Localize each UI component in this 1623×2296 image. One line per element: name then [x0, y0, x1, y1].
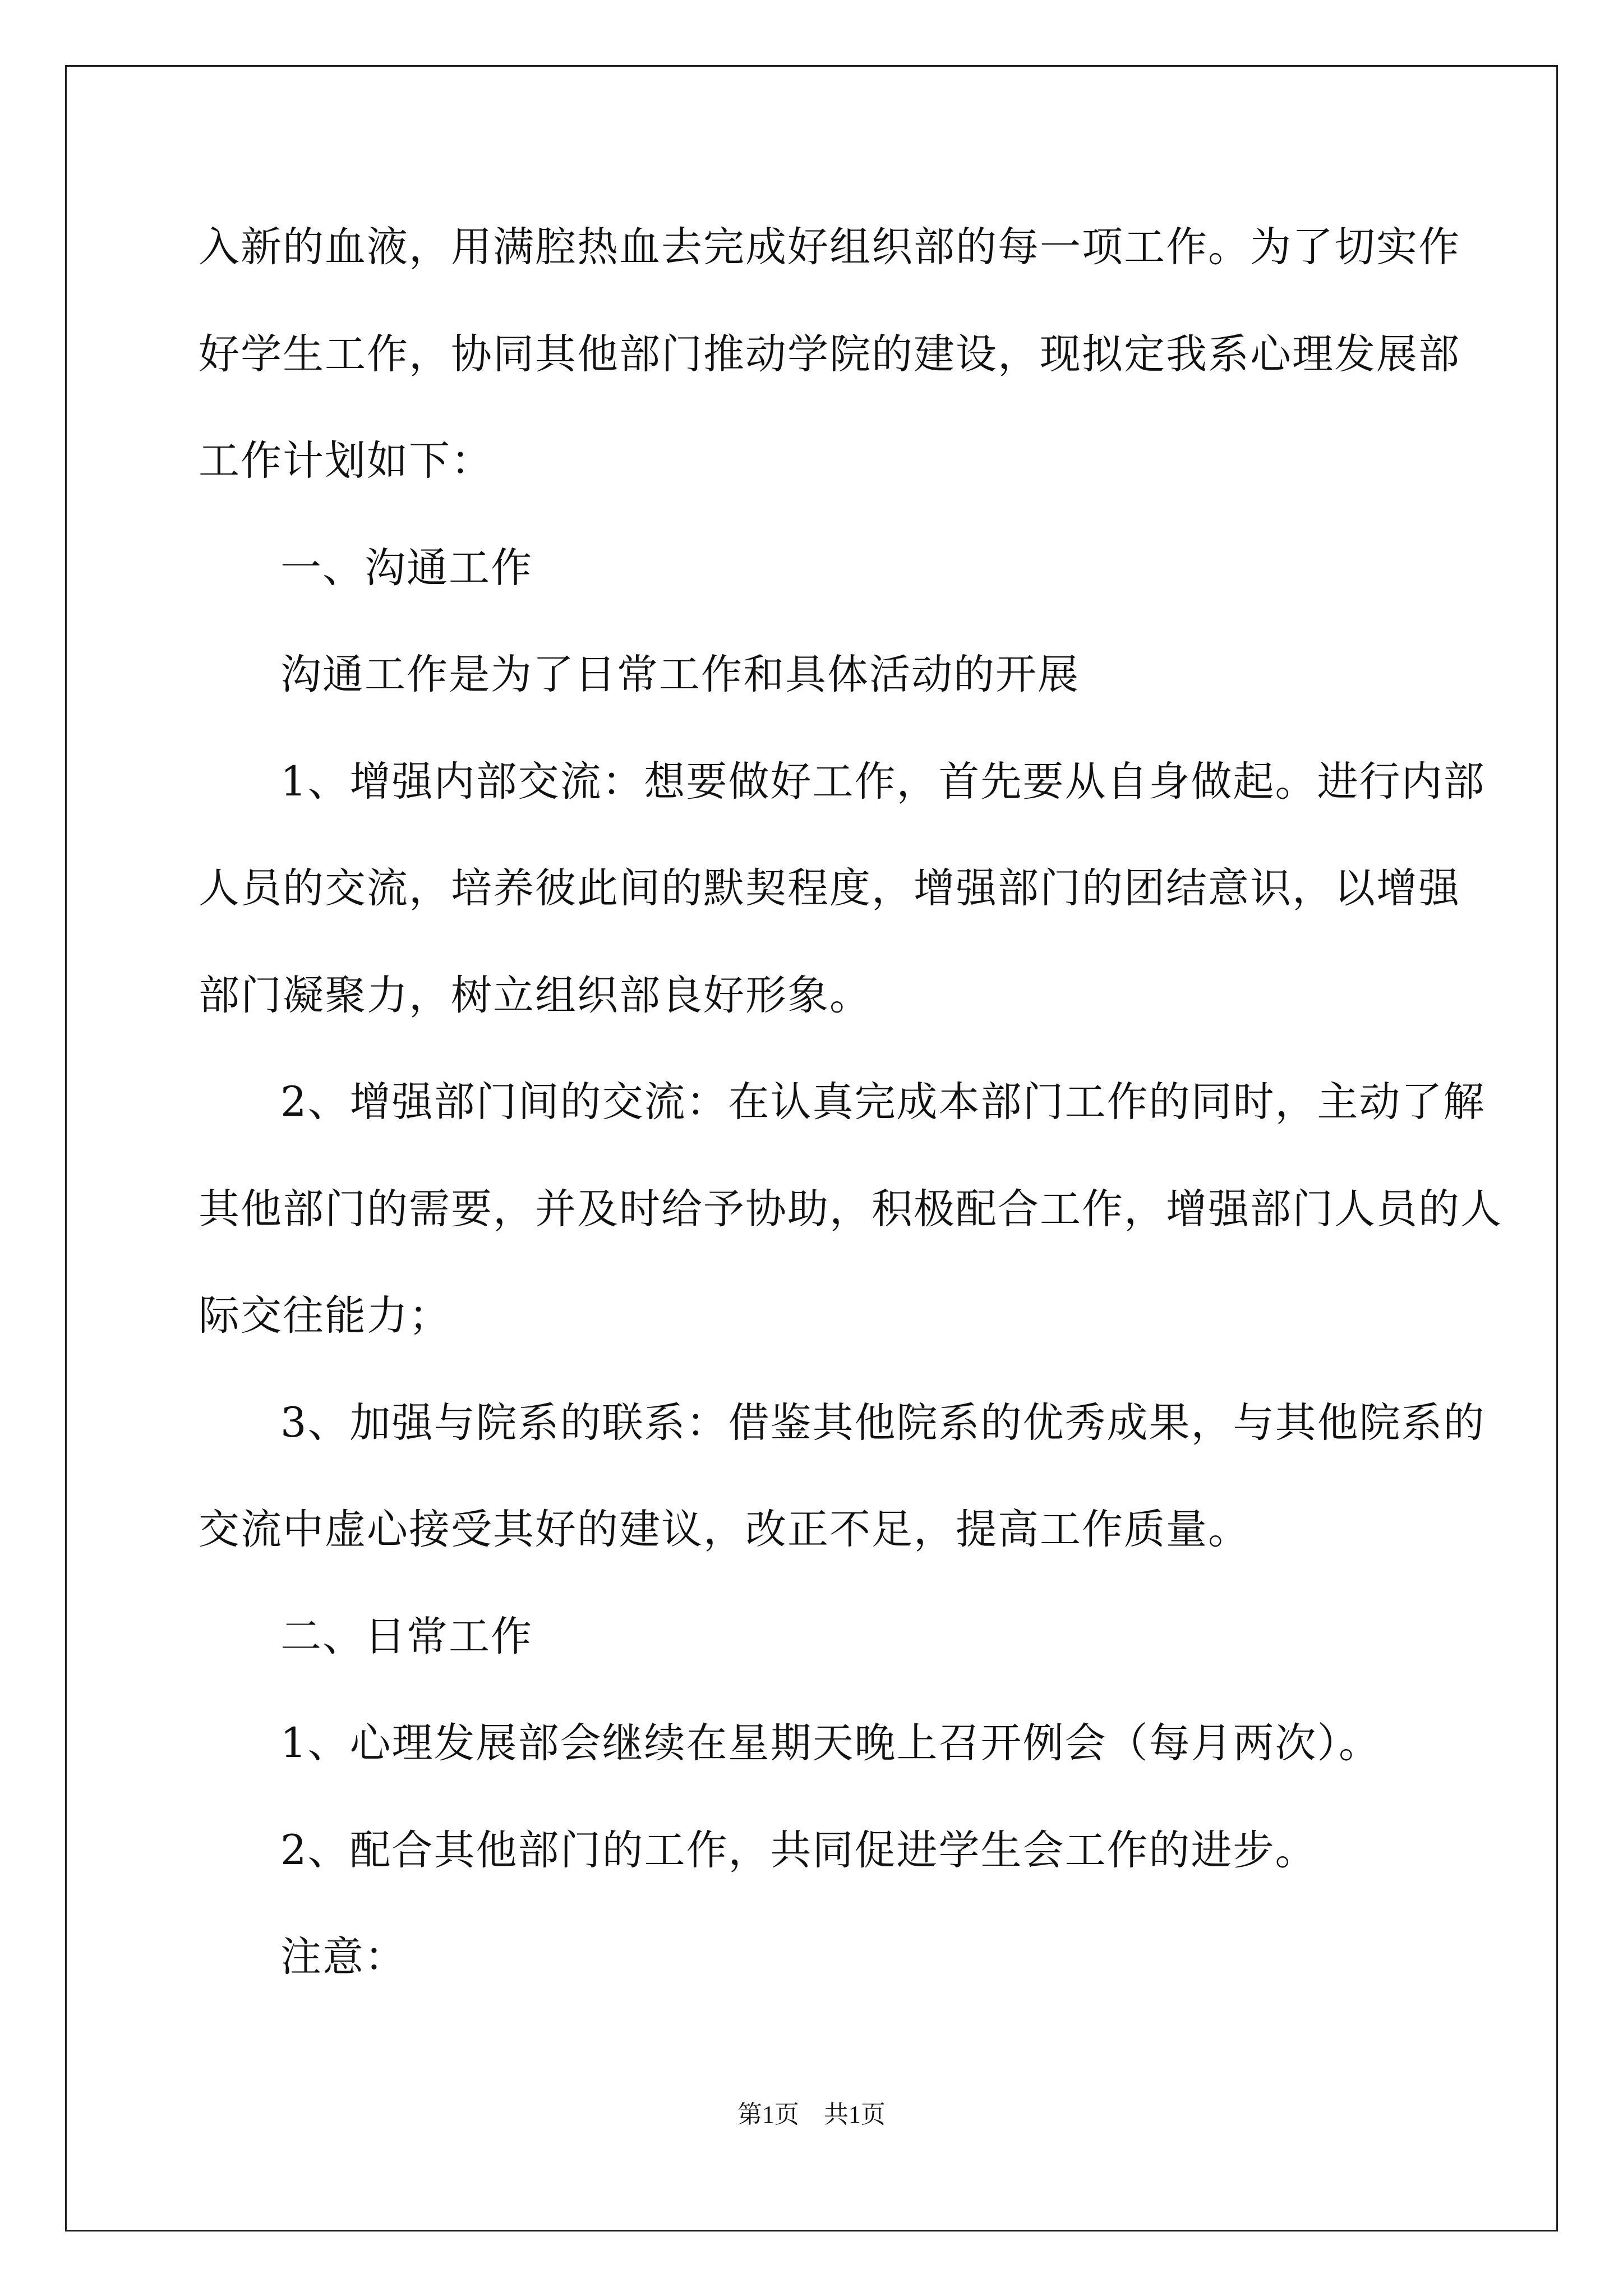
- document-body: [199, 194, 1502, 2011]
- paragraph-line: 沟通工作是为了日常工作和具体活动的开展: [280, 651, 1080, 698]
- paragraph-line: 交流中虚心接受其好的建议，改正不足，提高工作质量。: [199, 1506, 1250, 1553]
- paragraph-line: 好学生工作，协同其他部门推动学院的建设，现拟定我系心理发展部: [199, 330, 1460, 378]
- paragraph-line: 其他部门的需要，并及时给予协助，积极配合工作，增强部门人员的人: [199, 1185, 1502, 1233]
- note-label: 注意：: [280, 1933, 407, 1981]
- list-item-line: 2、配合其他部门的工作，共同促进学生会工作的进步。: [280, 1826, 1317, 1874]
- paragraph-line: 入新的血液，用满腔热血去完成好组织部的每一项工作。为了切实作: [199, 223, 1460, 271]
- list-item-line: 3、加强与院系的联系：借鉴其他院系的优秀成果，与其他院系的: [280, 1398, 1486, 1447]
- paragraph-line: 际交往能力；: [199, 1292, 451, 1340]
- section-heading: 一、沟通工作: [280, 544, 533, 592]
- list-item-line: 1、心理发展部会继续在星期天晚上召开例会（每月两次）。: [280, 1719, 1381, 1767]
- list-item-line: 2、增强部门间的交流：在认真完成本部门工作的同时，主动了解: [280, 1078, 1486, 1126]
- section-heading: 二、日常工作: [280, 1612, 533, 1660]
- paragraph-line: 部门凝聚力，树立组织部良好形象。: [199, 971, 872, 1019]
- list-item-line: 1、增强内部交流：想要做好工作，首先要从自身做起。进行内部: [280, 757, 1486, 806]
- paragraph-line: 工作计划如下：: [199, 437, 493, 485]
- paragraph-line: 人员的交流，培养彼此间的默契程度，增强部门的团结意识，以增强: [199, 864, 1460, 912]
- page-footer: 第1页 共1页: [737, 2101, 886, 2128]
